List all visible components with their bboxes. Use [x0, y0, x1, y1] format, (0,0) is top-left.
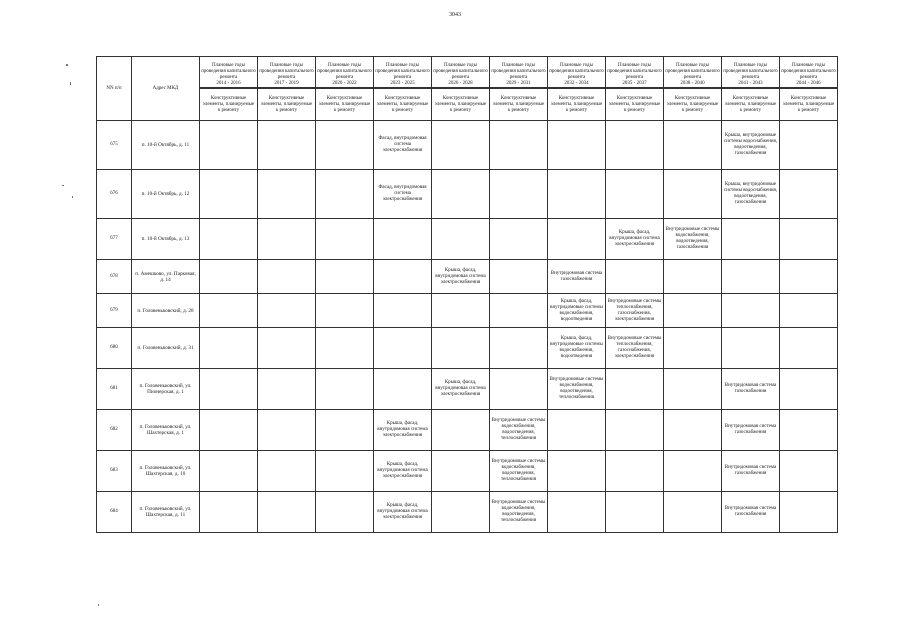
scan-artifact [98, 604, 99, 606]
repair-elements-cell [548, 121, 606, 170]
repair-elements-cell [200, 294, 258, 328]
row-address: п. Головеньковский, ул. Пионерская, д. 1 [132, 369, 200, 410]
repair-elements-cell [780, 410, 838, 451]
repair-elements-cell: Внутридомовые системы водоснабжения, водоотведения, теплоснабжения [490, 492, 548, 533]
period-years: 2032 - 2034 [548, 81, 605, 88]
repair-elements-cell [258, 219, 316, 260]
repair-elements-cell [316, 451, 374, 492]
period-years: 2023 - 2025 [374, 81, 431, 88]
repair-elements-cell [548, 492, 606, 533]
repair-elements-cell [664, 451, 722, 492]
scan-artifact [70, 82, 71, 85]
table-row [97, 219, 838, 260]
repair-elements-cell [316, 369, 374, 410]
row-number: 680 [97, 328, 132, 369]
page-number: 3043 [449, 12, 461, 18]
repair-elements-cell [664, 410, 722, 451]
repair-elements-cell: Фасад, внутридомовая система электроснабжения [374, 170, 432, 219]
repair-elements-cell: Внутридомовые системы теплоснабжения, газоснабжения, электроснабжения [606, 328, 664, 369]
repair-elements-cell [200, 328, 258, 369]
repair-elements-cell [200, 121, 258, 170]
scan-artifact [72, 196, 73, 198]
period-header [490, 57, 548, 89]
row-number: 681 [97, 369, 132, 410]
table-row [97, 121, 838, 170]
period-heading: Плановые годы проведения капитального ремонта [201, 63, 256, 80]
table-row [97, 451, 838, 492]
period-heading: Плановые годы проведения капитального ремонта [433, 63, 488, 80]
repair-elements-cell [200, 260, 258, 294]
repair-elements-cell: Внутридомовые системы водоснабжения, водоотведения, теплоснабжения [490, 410, 548, 451]
repair-elements-cell [316, 410, 374, 451]
repair-elements-cell [258, 170, 316, 219]
period-header [606, 57, 664, 89]
table-row [97, 492, 838, 533]
row-number: 679 [97, 294, 132, 328]
row-address: п. 10-й Октябрь, д. 13 [132, 219, 200, 260]
repair-elements-cell [200, 410, 258, 451]
period-years: 2035 - 2037 [606, 81, 663, 88]
row-number: 675 [97, 121, 132, 170]
period-years: 2041 - 2043 [722, 81, 779, 88]
repair-elements-cell [432, 451, 490, 492]
repair-elements-cell: Внутридомовые системы водоснабжения, водоотведения, теплоснабжения [490, 451, 548, 492]
elements-subheader: Конструктивные элементы, планируемые к ремонту [200, 89, 258, 121]
repair-elements-cell [316, 219, 374, 260]
repair-elements-cell [316, 260, 374, 294]
row-address: п. 10-й Октябрь, д. 12 [132, 170, 200, 219]
period-years: 2044 - 2046 [780, 81, 837, 88]
period-header [432, 57, 490, 89]
repair-elements-cell [316, 121, 374, 170]
period-header [722, 57, 780, 89]
elements-subheader: Конструктивные элементы, планируемые к ремонту [722, 89, 780, 121]
table-row [97, 410, 838, 451]
repair-elements-cell [200, 219, 258, 260]
period-heading: Плановые годы проведения капитального ремонта [607, 63, 662, 80]
period-heading: Плановые годы проведения капитального ремонта [781, 63, 836, 80]
row-address: п. Головеньковский, ул. Шахтерская, д. 10 [132, 451, 200, 492]
capital-repair-schedule-table [96, 56, 838, 533]
repair-elements-cell [490, 294, 548, 328]
table-row [97, 369, 838, 410]
scan-artifact [62, 185, 64, 186]
repair-elements-cell [664, 121, 722, 170]
repair-elements-cell [200, 170, 258, 219]
repair-elements-cell [374, 369, 432, 410]
row-number: 678 [97, 260, 132, 294]
elements-subheader: Конструктивные элементы, планируемые к ремонту [258, 89, 316, 121]
repair-elements-cell [374, 260, 432, 294]
repair-elements-cell [606, 451, 664, 492]
repair-elements-cell [258, 369, 316, 410]
repair-elements-cell [548, 219, 606, 260]
period-heading: Плановые годы проведения капитального ремонта [665, 63, 720, 80]
repair-elements-cell: Крыша, фасад, внутридомовые системы водоснабжения, водоотведения [548, 328, 606, 369]
repair-elements-cell [664, 260, 722, 294]
period-heading: Плановые годы проведения капитального ремонта [375, 63, 430, 80]
period-years: 2020 - 2022 [316, 81, 373, 88]
repair-elements-cell [316, 328, 374, 369]
row-number: 683 [97, 451, 132, 492]
repair-elements-cell [664, 170, 722, 219]
repair-elements-cell: Внутридомовая система газоснабжения [548, 260, 606, 294]
repair-elements-cell [432, 492, 490, 533]
period-header [780, 57, 838, 89]
repair-elements-cell: Внутридомовая система газоснабжения [722, 492, 780, 533]
elements-subheader: Конструктивные элементы, планируемые к ремонту [664, 89, 722, 121]
repair-elements-cell [606, 260, 664, 294]
period-years: 2014 - 2016 [200, 81, 257, 88]
repair-elements-cell [432, 328, 490, 369]
repair-elements-cell [722, 260, 780, 294]
repair-elements-cell [664, 328, 722, 369]
repair-elements-cell [200, 451, 258, 492]
repair-elements-cell [606, 121, 664, 170]
repair-elements-cell [374, 219, 432, 260]
col-header-address: Адрес МКД [132, 57, 200, 121]
table-row [97, 294, 838, 328]
repair-elements-cell [490, 219, 548, 260]
repair-elements-cell: Крыша, фасад, внутридомовая система электроснабжения [374, 492, 432, 533]
period-header [664, 57, 722, 89]
repair-elements-cell: Внутридомовые системы теплоснабжения, газоснабжения, электроснабжения [606, 294, 664, 328]
repair-elements-cell [432, 294, 490, 328]
repair-elements-cell: Внутридомовые системы водоснабжения, водоотведения, газоснабжения [664, 219, 722, 260]
repair-elements-cell: Внутридомовая система газоснабжения [722, 369, 780, 410]
repair-elements-cell [432, 121, 490, 170]
repair-elements-cell: Внутридомовая система газоснабжения [722, 451, 780, 492]
repair-elements-cell [374, 328, 432, 369]
repair-elements-cell [490, 121, 548, 170]
repair-elements-cell [490, 369, 548, 410]
repair-elements-cell: Крыша, фасад, внутридомовая система электроснабжения [374, 451, 432, 492]
repair-elements-cell [606, 492, 664, 533]
row-number: 682 [97, 410, 132, 451]
elements-subheader: Конструктивные элементы, планируемые к ремонту [606, 89, 664, 121]
row-address: п. Головеньковский, д. 31 [132, 328, 200, 369]
table-row [97, 260, 838, 294]
repair-elements-cell [606, 369, 664, 410]
repair-elements-cell: Крыша, фасад, внутридомовая система электроснабжения [606, 219, 664, 260]
repair-elements-cell [432, 170, 490, 219]
repair-elements-cell [258, 328, 316, 369]
table-row [97, 170, 838, 219]
repair-elements-cell: Крыша, фасад, внутридомовая система электроснабжения [432, 369, 490, 410]
period-header [316, 57, 374, 89]
repair-elements-cell [374, 294, 432, 328]
elements-subheader: Конструктивные элементы, планируемые к ремонту [490, 89, 548, 121]
period-years: 2026 - 2028 [432, 81, 489, 88]
repair-elements-cell [200, 369, 258, 410]
row-address: п. Головеньковский, ул. Шахтерская, д. 11 [132, 492, 200, 533]
elements-subheader: Конструктивные элементы, планируемые к ремонту [780, 89, 838, 121]
elements-subheader: Конструктивные элементы, планируемые к ремонту [432, 89, 490, 121]
repair-elements-cell [780, 170, 838, 219]
period-heading: Плановые годы проведения капитального ремонта [549, 63, 604, 80]
repair-elements-cell: Крыша, внутридомовые системы водоснабжения, водоотведения, газоснабжения [722, 170, 780, 219]
repair-elements-cell [780, 219, 838, 260]
elements-subheader: Конструктивные элементы, планируемые к ремонту [316, 89, 374, 121]
repair-elements-cell [722, 328, 780, 369]
repair-elements-cell [490, 328, 548, 369]
elements-subheader: Конструктивные элементы, планируемые к ремонту [548, 89, 606, 121]
period-heading: Плановые годы проведения капитального ремонта [317, 63, 372, 80]
period-header [258, 57, 316, 89]
repair-elements-cell [548, 410, 606, 451]
header-row-periods [97, 57, 838, 89]
repair-elements-cell [722, 219, 780, 260]
repair-elements-cell: Фасад, внутридомовая система электроснабжения [374, 121, 432, 170]
table-row [97, 328, 838, 369]
repair-elements-cell [780, 328, 838, 369]
repair-elements-cell [548, 451, 606, 492]
repair-elements-cell [316, 294, 374, 328]
repair-elements-cell [664, 369, 722, 410]
repair-elements-cell [258, 260, 316, 294]
period-heading: Плановые годы проведения капитального ремонта [723, 63, 778, 80]
repair-elements-cell: Крыша, фасад, внутридомовая система электроснабжения [432, 260, 490, 294]
repair-elements-cell [722, 294, 780, 328]
col-header-num: NN п/п [97, 57, 132, 121]
row-number: 676 [97, 170, 132, 219]
repair-elements-cell [316, 492, 374, 533]
repair-elements-cell [664, 294, 722, 328]
repair-elements-cell [780, 492, 838, 533]
scan-artifact [66, 64, 68, 66]
elements-subheader: Конструктивные элементы, планируемые к ремонту [374, 89, 432, 121]
repair-elements-cell [548, 170, 606, 219]
header-row-elements [97, 89, 838, 121]
repair-elements-cell: Крыша, фасад, внутридомовые системы водоснабжения, водоотведения [548, 294, 606, 328]
repair-elements-cell [258, 410, 316, 451]
repair-elements-cell [780, 260, 838, 294]
repair-elements-cell [664, 492, 722, 533]
period-years: 2038 - 2040 [664, 81, 721, 88]
row-number: 684 [97, 492, 132, 533]
repair-elements-cell [200, 492, 258, 533]
period-header [548, 57, 606, 89]
row-address: п. Головеньковский, д. 28 [132, 294, 200, 328]
repair-elements-cell [258, 294, 316, 328]
repair-elements-cell: Внутридомовая система газоснабжения [722, 410, 780, 451]
repair-elements-cell [258, 121, 316, 170]
period-years: 2029 - 2031 [490, 81, 547, 88]
period-heading: Плановые годы проведения капитального ремонта [259, 63, 314, 80]
repair-elements-cell [780, 121, 838, 170]
repair-elements-cell [432, 219, 490, 260]
row-number: 677 [97, 219, 132, 260]
repair-elements-cell [258, 451, 316, 492]
period-header [200, 57, 258, 89]
repair-elements-cell: Внутридомовые системы водоснабжения, водоотведения, теплоснабжения [548, 369, 606, 410]
period-header [374, 57, 432, 89]
repair-elements-cell [780, 369, 838, 410]
row-address: п. Головеньковский, ул. Шахтерская, д. 1 [132, 410, 200, 451]
repair-elements-cell [606, 170, 664, 219]
repair-elements-cell [780, 451, 838, 492]
repair-elements-cell [432, 410, 490, 451]
repair-elements-cell [258, 492, 316, 533]
repair-elements-cell [490, 260, 548, 294]
period-heading: Плановые годы проведения капитального ремонта [491, 63, 546, 80]
repair-elements-cell [606, 410, 664, 451]
repair-elements-cell [316, 170, 374, 219]
repair-elements-cell: Крыша, внутридомовые системы водоснабжения, водоотведения, газоснабжения [722, 121, 780, 170]
repair-elements-cell [490, 170, 548, 219]
row-address: п. Амешково, ул. Парковая, д. 14 [132, 260, 200, 294]
row-address: п. 10-й Октябрь, д. 11 [132, 121, 200, 170]
repair-elements-cell [780, 294, 838, 328]
repair-elements-cell: Крыша, фасад, внутридомовая система электроснабжения [374, 410, 432, 451]
period-years: 2017 - 2019 [258, 81, 315, 88]
